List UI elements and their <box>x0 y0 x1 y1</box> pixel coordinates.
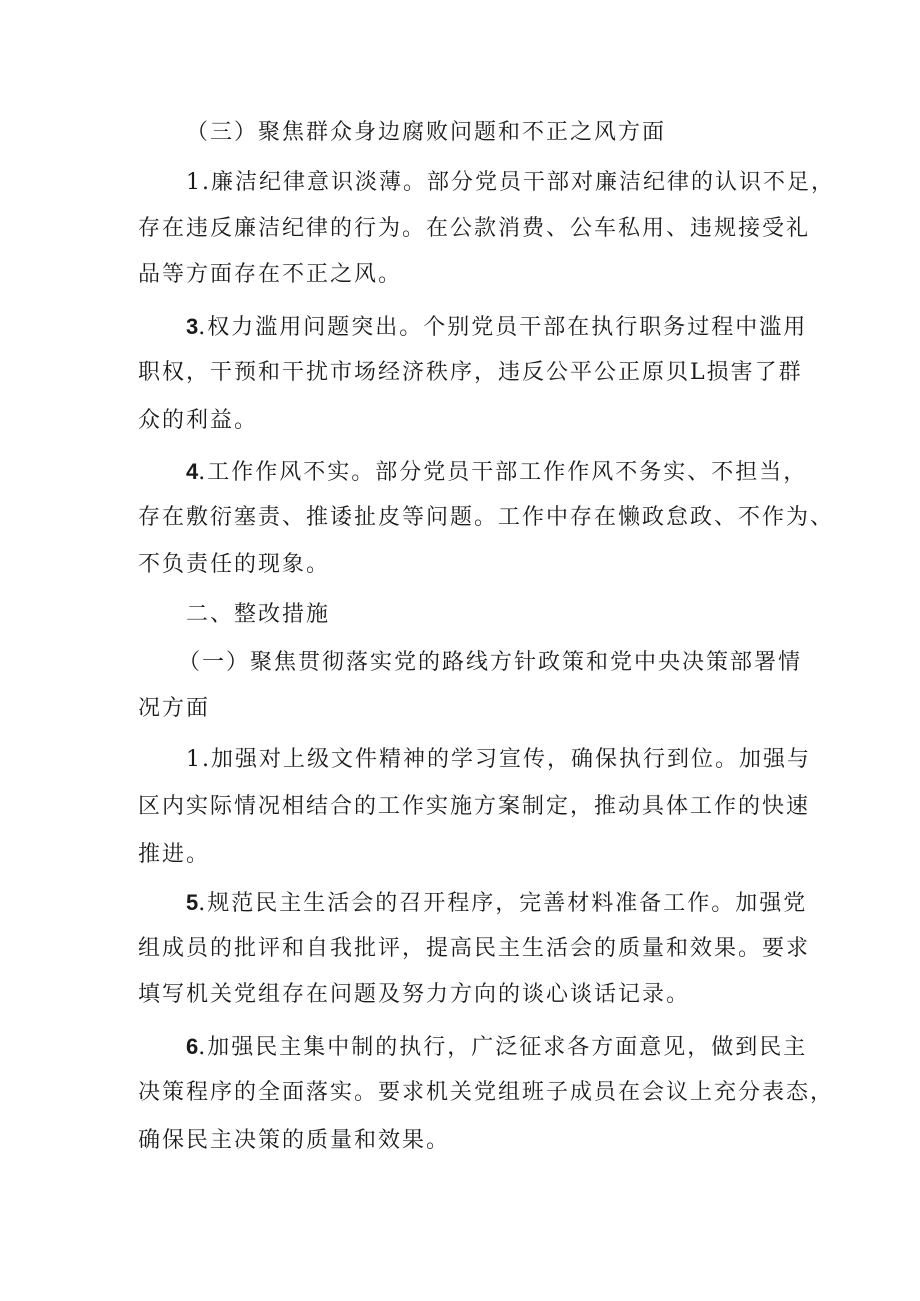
measure5-line3: 填写机关党组存在问题及努力方向的谈心谈话记录。 <box>138 982 691 1007</box>
section1-heading-line1: （一）聚焦贯彻落实党的路线方针政策和党中央决策部署情 <box>178 650 803 675</box>
item4-line3: 不负责任的现象。 <box>138 552 331 577</box>
item3-number: 3 <box>186 314 199 339</box>
measure5-line1-text: .规范民主生活会的召开程序，完善材料准备工作。加强党 <box>198 891 808 916</box>
measure6-line3: 确保民主决策的质量和效果。 <box>138 1128 451 1153</box>
item3-line1-text: .权力滥用问题突出。个别党员干部在执行职务过程中滥用 <box>198 315 808 340</box>
item3-line1 <box>186 312 807 343</box>
measure5-number: 5 <box>186 890 199 915</box>
item3-line3: 众的利益。 <box>138 408 259 433</box>
measure6-line1-text: .加强民主集中制的执行，广泛征求各方面意见，做到民主 <box>198 1035 808 1060</box>
measure6-number: 6 <box>186 1034 199 1059</box>
measure1-line2: 区内实际情况相结合的工作实施方案制定，推动具体工作的快速 <box>138 794 811 819</box>
measure1-line3: 推进。 <box>138 842 211 867</box>
item3-line2: 职权，干预和干扰市场经济秩序，违反公平公正原贝L损害了群 <box>138 360 803 385</box>
item1-line1: 1.廉洁纪律意识淡薄。部分党员干部对廉洁纪律的认识不足， <box>186 170 835 195</box>
part2-heading: 二、整改措施 <box>186 602 331 627</box>
item4-line1-text: .工作作风不实。部分党员干部工作作风不务实、不担当， <box>198 460 808 485</box>
measure1-line1: 1.加强对上级文件精神的学习宣传，确保执行到位。加强与 <box>186 747 811 772</box>
item1-line2: 存在违反廉洁纪律的行为。在公款消费、公车私用、违规接受礼 <box>138 216 811 241</box>
item1-line3: 品等方面存在不正之风。 <box>138 262 403 287</box>
section1-heading-line2: 况方面 <box>138 696 211 721</box>
measure6-line2: 决策程序的全面落实。要求机关党组班子成员在会议上充分表态， <box>138 1080 835 1105</box>
section3-heading: （三）聚焦群众身边腐败问题和不正之风方面 <box>186 120 667 145</box>
item4-line1 <box>186 457 807 488</box>
measure5-line1 <box>186 888 807 919</box>
item4-number: 4 <box>186 459 199 484</box>
measure6-line1 <box>186 1032 807 1063</box>
item4-line2: 存在敷衍塞责、推诿扯皮等问题。工作中存在懒政怠政、不作为、 <box>138 505 835 530</box>
measure5-line2: 组成员的批评和自我批评，提高民主生活会的质量和效果。要求 <box>138 936 811 961</box>
